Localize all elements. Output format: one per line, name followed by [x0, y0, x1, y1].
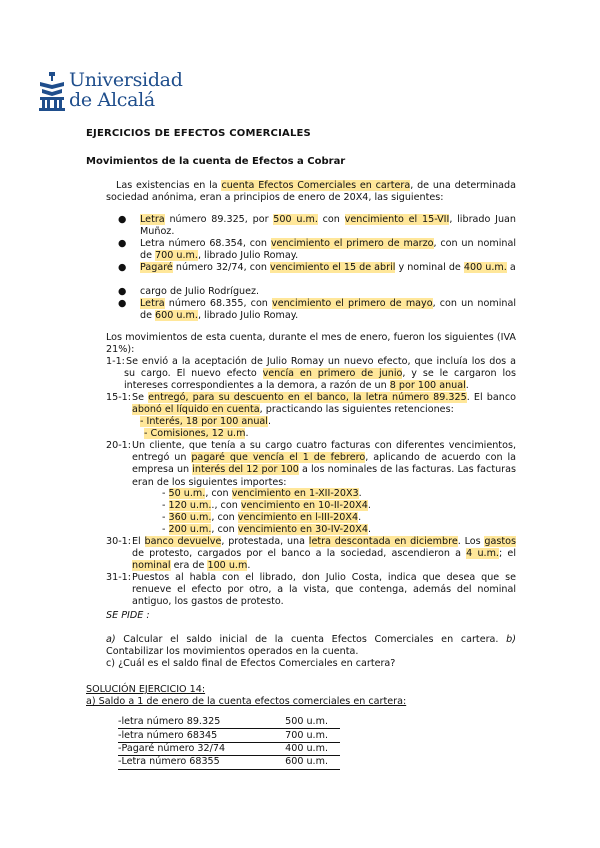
- se-pide-heading: SE PIDE :: [106, 610, 150, 621]
- initial-balance-table: [118, 716, 340, 770]
- question-c: c) ¿Cuál es el saldo final de Efectos Comerciales en cartera?: [106, 658, 396, 669]
- table-row: [118, 729, 340, 742]
- list-item: ● Letra número 68.355, con vencimiento el primero de mayo, con un nominal de 600 u.m., librado Julio Romay.: [118, 298, 516, 322]
- table-row: [118, 756, 340, 769]
- university-crest-icon: [37, 72, 67, 112]
- row-label: -letra número 68345: [118, 729, 228, 742]
- solution-a-heading: a) Saldo a 1 de enero de la cuenta efectos comerciales en cartera:: [86, 696, 407, 707]
- list-item: ● Pagaré número 32/74, con vencimiento el 15 de abril y nominal de 400 u.m. a: [118, 262, 516, 273]
- list-item: ● Letra número 68.354, con vencimiento el primero de marzo, con un nominal de 700 u.m., librado Julio Romay.: [118, 238, 517, 262]
- row-value: 400 u.m.: [228, 742, 340, 755]
- section-subtitle: Movimientos de la cuenta de Efectos a Cobrar: [86, 156, 346, 167]
- list-item: ● Letra número 89.325, por 500 u.m. con vencimiento el 15-VII, librado Juan Muñoz.: [118, 214, 516, 238]
- page-title: EJERCICIOS DE EFECTOS COMERCIALES: [86, 128, 311, 139]
- university-logo: [37, 69, 183, 114]
- question-a-b: a) Calcular el saldo inicial de la cuenta Efectos Comerciales en cartera. b) Contabilizar los movimientos operados en la cuenta.: [106, 634, 516, 658]
- row-value: 600 u.m.: [228, 756, 340, 769]
- movement-1-1: 1-1: Se envió a la aceptación de Julio Romay un nuevo efecto, que incluía los dos a su cargo. El nuevo efecto vencía en primero de junio, y se le cargaron los intereses correspondientes a la demora, a razón de un 8 por 100 anual.: [106, 356, 516, 392]
- movements-intro: Los movimientos de esta cuenta, durante el mes de enero, fueron los siguientes (IVA 21%):: [106, 332, 516, 356]
- invoice-4: - 200 u.m., con vencimiento en 30-IV-20X4.: [162, 524, 371, 535]
- movement-31-1: 31-1: Puestos al habla con el librado, don Julio Costa, indica que desea que se renueve el efecto por otro, a la vista, que contenga, además del nominal antiguo, los gastos de protesto.: [106, 572, 516, 608]
- row-label: -Pagaré número 32/74: [118, 742, 228, 755]
- list-item: ● cargo de Julio Rodríguez.: [118, 286, 260, 297]
- invoice-2: - 120 u.m.., con vencimiento en 10-II-20X4.: [162, 500, 371, 511]
- table-row: [118, 716, 340, 729]
- retention-interest: - Interés, 18 por 100 anual.: [140, 416, 272, 427]
- row-label: -letra número 89.325: [118, 716, 228, 729]
- row-value: 700 u.m.: [228, 729, 340, 742]
- solution-title: SOLUCIÓN EJERCICIO 14:: [86, 684, 206, 695]
- movement-15-1: 15-1: Se entregó, para su descuento en el banco, la letra número 89.325. El banco abonó el líquido en cuenta, practicando las siguientes retenciones:: [106, 392, 516, 416]
- invoice-3: - 360 u.m., con vencimiento en l-III-20X4.: [162, 512, 362, 523]
- university-name: Universidad de Alcalá: [69, 69, 183, 111]
- intro-paragraph: Las existencias en la cuenta Efectos Comerciales en cartera, de una determinada sociedad anónima, eran a principios de enero de 20X4, las siguientes:: [106, 180, 516, 204]
- movement-30-1: 30-1: El banco devuelve, protestada, una letra descontada en diciembre. Los gastos de protesto, cargados por el banco a la sociedad, ascendieron a 4 u.m.; el nominal era de 100 u.m.: [106, 536, 516, 572]
- retention-commission: - Comisiones, 12 u.m.: [144, 428, 249, 439]
- movement-20-1: 20-1: Un cliente, que tenía a su cargo cuatro facturas con diferentes vencimientos, entregó un pagaré que vencía el 1 de febrero, aplicando de acuerdo con la empresa un interés del 12 por 100 a los nominales de las facturas. Las facturas eran de los siguientes importes:: [106, 440, 516, 488]
- row-label: -Letra número 68355: [118, 756, 228, 769]
- invoice-1: - 50 u.m., con vencimiento en 1-XII-20X3.: [162, 488, 362, 499]
- row-value: 500 u.m.: [228, 716, 340, 729]
- table-row: [118, 742, 340, 755]
